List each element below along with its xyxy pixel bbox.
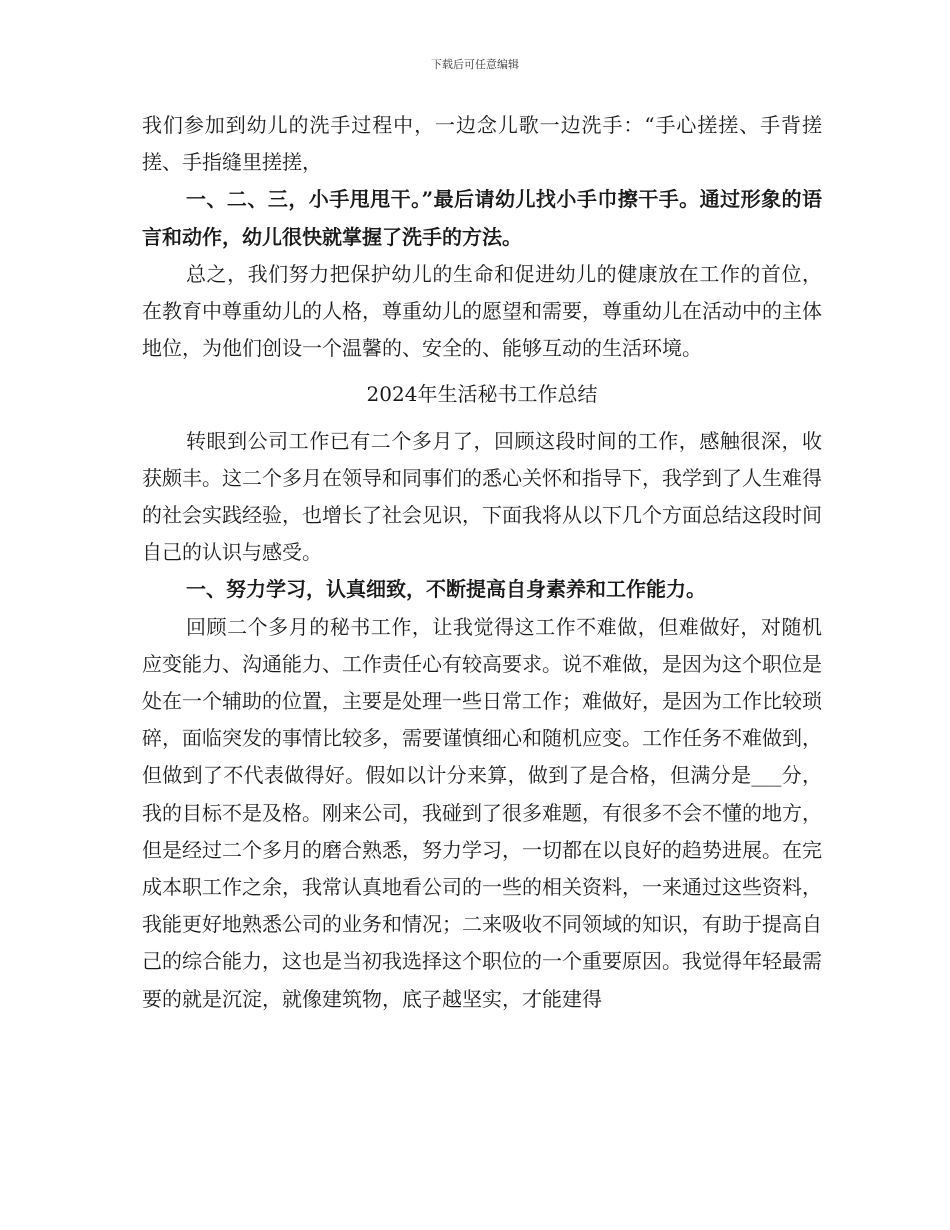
paragraph-intro: 转眼到公司工作已有二个多月了，回顾这段时间的工作，感触很深，收获颇丰。这二个多月在领导和同事们的悉心关怀和指导下，我学到了人生难得的社会实践经验，也增长了社会见识，下面我将从以下几个方面总结这段时间自己的认识与感受。	[142, 428, 822, 565]
section-heading-1: 一、努力学习，认真细致，不断提高自身素养和工作能力。	[186, 577, 706, 602]
page-header-note: 下载后可任意编辑	[431, 58, 519, 71]
paragraph-handwashing: 我们参加到幼儿的洗手过程中，一边念儿歌一边洗手：“手心搓搓、手背搓搓、手指缝里搓搓，	[142, 113, 822, 175]
paragraph-summary: 总之，我们努力把保护幼儿的生命和促进幼儿的健康放在工作的首位，在教育中尊重幼儿的人格，尊重幼儿的愿望和需要，尊重幼儿在活动中的主体地位，为他们创设一个温馨的、安全的、能够互动的生活环境。	[142, 261, 822, 361]
document-body	[142, 107, 822, 1018]
paragraph-section-1: 回顾二个多月的秘书工作，让我觉得这工作不难做，但难做好，对随机应变能力、沟通能力、工作责任心有较高要求。说不难做，是因为这个职位是处在一个辅助的位置，主要是处理一些日常工作；难做好，是因为工作比较琐碎，面临突发的事情比较多，需要谨慎细心和随机应变。工作任务不难做到，但做到了不代表做得好。假如以计分来算，做到了是合格，但满分是___分，我的目标不是及格。刚来公司，我碰到了很多难题，有很多不会不懂的地方，但是经过二个多月的磨合熟悉，努力学习，一切都在以良好的趋势进展。在完成本职工作之余，我常认真地看公司的一些的相关资料，一来通过这些资料，我能更好地熟悉公司的业务和情况；二来吸收不同领域的知识，有助于提高自己的综合能力，这也是当初我选择这个职位的一个重要原因。我觉得年轻最需要的就是沉淀，就像建筑物，底子越坚实，才能建得	[142, 614, 822, 1011]
document-title: 2024年生活秘书工作总结	[366, 382, 598, 407]
paragraph-handwashing-bold: 一、二、三，小手甩甩干。”最后请幼儿找小手巾擦干手。通过形象的语言和动作，幼儿很快就掌握了洗手的方法。	[142, 187, 822, 249]
